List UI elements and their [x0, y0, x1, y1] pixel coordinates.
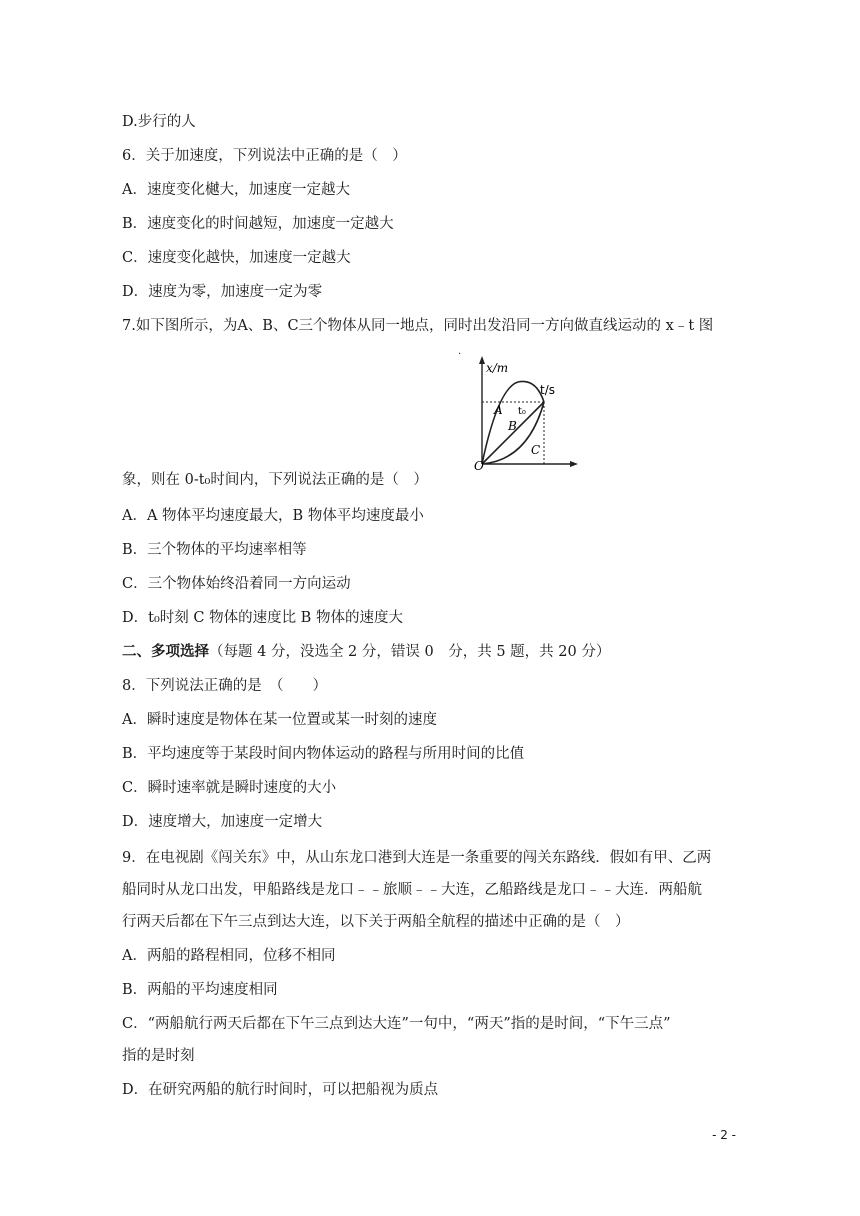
xt-graph-svg [470, 348, 580, 472]
section-heading [122, 642, 610, 662]
option-c-q9-line-1: C．“两船航行两天后都在下午三点到达大连”一句中，“两天”指的是时间，“下午三点” [122, 1016, 671, 1032]
question-9-line-1: 9．在电视剧《闯关东》中，从山东龙口港到大连是一条重要的闯关东路线．假如有甲、乙两 [122, 850, 712, 866]
curve-b-label: B [508, 419, 517, 433]
option-c-q8: C．瞬时速率就是瞬时速度的大小 [122, 780, 337, 796]
option-d-q6: D．速度为零，加速度一定为零 [122, 284, 323, 300]
option-b-q8: B．平均速度等于某段时间内物体运动的路程与所用时间的比值 [122, 746, 525, 762]
stray-dot: . [458, 346, 462, 357]
option-d-q7: D．t₀时刻 C 物体的速度比 B 物体的速度大 [122, 610, 403, 626]
question-7-continued: 象，则在 0-t₀时间内，下列说法正确的是（ ） [122, 472, 428, 488]
t0-label: t₀ [518, 406, 526, 417]
option-a-q9: A．两船的路程相同，位移不相同 [122, 948, 336, 964]
option-d-q8: D．速度增大，加速度一定增大 [122, 814, 323, 830]
option-c-q9-line-2: 指的是时刻 [122, 1048, 195, 1064]
curve-c-label: C [531, 443, 541, 457]
origin-label: O [474, 459, 484, 472]
option-b-q7: B．三个物体的平均速率相等 [122, 542, 307, 558]
option-a-q7: A．A 物体平均速度最大，B 物体平均速度最小 [122, 508, 424, 524]
y-axis-label: x/m [486, 361, 509, 375]
question-9-line-3: 行两天后都在下午三点到达大连，以下关于两船全航程的描述中正确的是（ ） [122, 914, 630, 930]
y-axis-arrow [479, 356, 485, 364]
x-axis-arrow [570, 461, 578, 467]
option-a-q8: A．瞬时速度是物体在某一位置或某一时刻的速度 [122, 712, 437, 728]
page-number: - 2 - [712, 1128, 736, 1142]
question-8: 8．下列说法正确的是 （ ） [122, 678, 327, 694]
option-b-q6: B．速度变化的时间越短，加速度一定越大 [122, 216, 394, 232]
option-c-q7: C．三个物体始终沿着同一方向运动 [122, 576, 351, 592]
curve-a-label: A [494, 403, 503, 417]
section-title: 二、多项选择 [122, 643, 209, 660]
xt-graph-figure [470, 348, 580, 472]
option-c-q6: C．速度变化越快，加速度一定越大 [122, 250, 351, 266]
question-7: 7.如下图所示，为A、B、C三个物体从同一地点，同时出发沿同一方向做直线运动的 x﹣t 图 [122, 318, 714, 334]
option-b-q9: B．两船的平均速度相同 [122, 982, 278, 998]
section-instructions: （每题 4 分，没选全 2 分，错误 0 分，共 5 题，共 20 分） [209, 644, 611, 660]
option-d-q5: D.步行的人 [122, 114, 196, 130]
option-a-q6: A．速度变化樾大，加速度一定越大 [122, 182, 350, 198]
option-d-q9: D．在研究两船的航行时间时，可以把船视为质点 [122, 1082, 439, 1098]
question-6: 6．关于加速度，下列说法中正确的是（ ） [122, 148, 407, 164]
question-9-line-2: 船同时从龙口出发，甲船路线是龙口﹣﹣旅顺﹣﹣大连，乙船路线是龙口﹣﹣大连．两船航 [122, 882, 702, 898]
t-axis-label: t/s [540, 383, 555, 397]
